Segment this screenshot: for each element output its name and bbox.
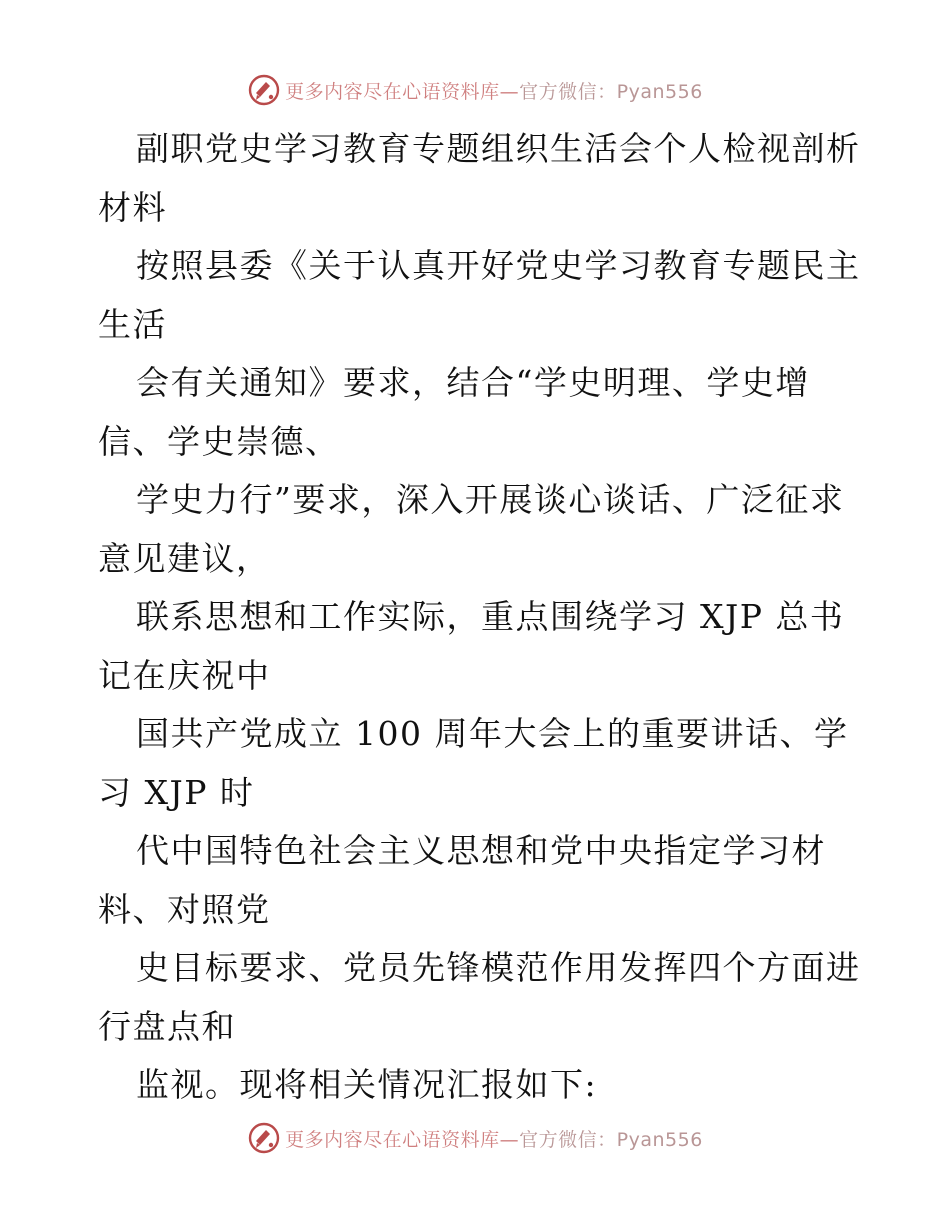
text-line (98, 471, 858, 530)
text-line (98, 530, 858, 589)
text-line-content: 监视。现将相关情况汇报如下: (136, 1065, 598, 1104)
text-line-content: 意见建议， (98, 538, 271, 578)
text-line-content: 习 XJP 时 (98, 772, 255, 812)
text-line (98, 296, 858, 355)
library-logo-icon (247, 1121, 281, 1155)
text-line-content: 学史力行”要求，深入开展谈心谈话、广泛征求 (136, 480, 845, 519)
footer-banner (0, 1118, 950, 1158)
text-line-content: 信、学史崇德、 (98, 421, 340, 461)
text-line-content: 代中国特色社会主义思想和党中央指定学习材 (136, 831, 826, 870)
text-line-content: 联系思想和工作实际，重点围绕学习 XJP 总书 (136, 597, 845, 636)
text-line-content: 料、对照党 (98, 889, 271, 929)
text-line (98, 939, 861, 998)
text-line (98, 354, 858, 413)
text-line (98, 237, 861, 296)
header-banner (0, 70, 950, 110)
text-line (98, 179, 858, 238)
text-line-content: 记在庆祝中 (98, 655, 271, 695)
text-line-content: 史目标要求、党员先锋模范作用发挥四个方面进 (136, 948, 861, 987)
header-banner-text: 更多内容尽在心语资料库—官方微信：Pyan556 (285, 80, 703, 103)
text-line (98, 822, 858, 881)
text-line (98, 998, 858, 1057)
text-line (98, 705, 858, 764)
text-line-content: 材料 (98, 187, 167, 227)
text-line (98, 120, 861, 179)
text-line-content: 会有关通知》要求，结合“学史明理、学史增 (136, 363, 810, 402)
text-line (98, 413, 858, 472)
text-line (98, 588, 858, 647)
text-line (98, 881, 858, 940)
text-line-content: 副职党史学习教育专题组织生活会个人检视剖析 (136, 129, 861, 168)
text-line-content: 国共产党成立 100 周年大会上的重要讲话、学 (136, 714, 849, 753)
text-line (98, 647, 858, 706)
text-line (98, 1056, 858, 1115)
text-line-content: 生活 (98, 304, 167, 344)
footer-banner-text: 更多内容尽在心语资料库—官方微信：Pyan556 (285, 1128, 703, 1151)
text-line-content: 按照县委《关于认真开好党史学习教育专题民主 (136, 246, 861, 285)
text-line (98, 764, 858, 823)
document-body (98, 120, 861, 1115)
library-logo-icon (247, 73, 281, 107)
text-line-content: 行盘点和 (98, 1006, 236, 1046)
